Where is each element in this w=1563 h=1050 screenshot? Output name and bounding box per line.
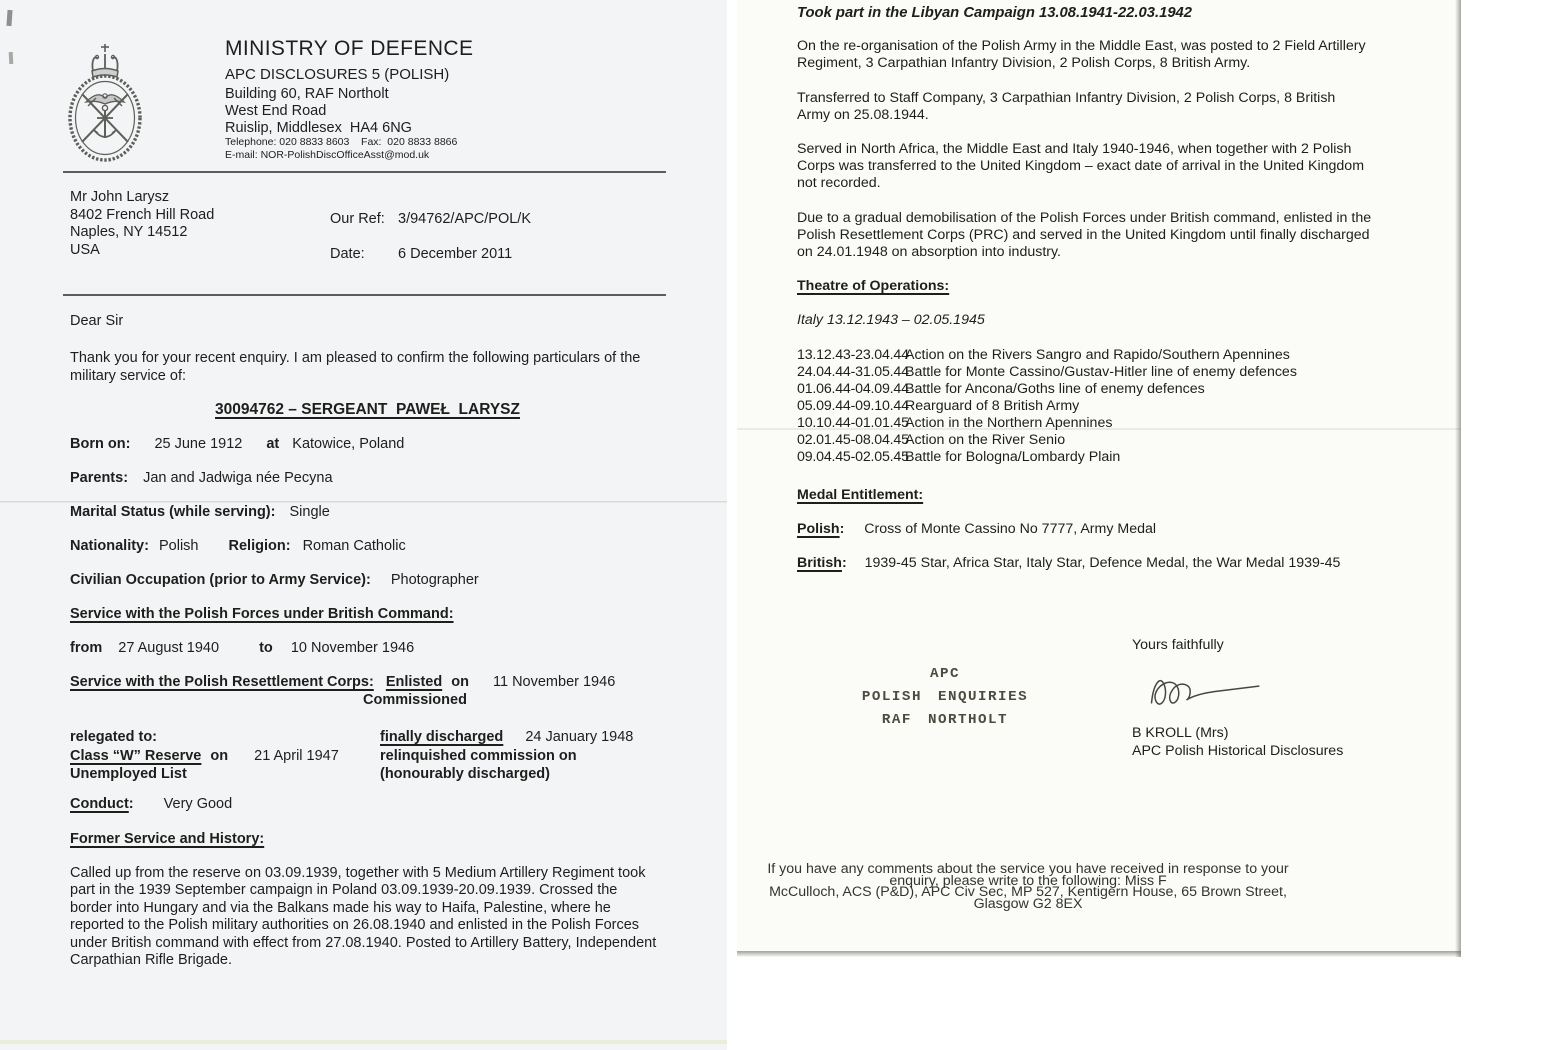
unemployed-list: Unemployed List: [70, 766, 187, 782]
from-label: from: [70, 640, 103, 656]
finally-discharged-label: finally discharged: [380, 729, 504, 745]
demobilisation-paragraph: Due to a gradual demobilisation of the Polish Forces under British command, enlisted in the Polish Resettlement Corps (PRC) and served in the United Kingdom until finally discharged on 24.01.1948 on absorption into industry.: [797, 210, 1372, 260]
nationality-label: Nationality:: [70, 538, 149, 554]
religion-value: Roman Catholic: [302, 538, 406, 554]
service-british-heading: Service with the Polish Forces under British Command:: [70, 606, 454, 622]
our-ref-value: 3/94762/APC/POL/K: [398, 211, 531, 227]
header-rule: [63, 171, 666, 173]
theatre-heading: Theatre of Operations:: [797, 278, 950, 294]
prc-heading: Service with the Polish Resettlement Corps:: [70, 674, 374, 690]
polish-medals: Cross of Monte Cassino No 7777, Army Medal: [864, 521, 1157, 537]
prc-on: on: [451, 674, 469, 690]
religion-label: Religion:: [228, 538, 291, 554]
operation-row: 09.04.45-02.05.45Battle for Bologna/Lombardy Plain: [797, 449, 1121, 465]
conduct-row: [70, 796, 232, 813]
former-service-heading: Former Service and History:: [70, 831, 265, 847]
our-ref-label: Our Ref:: [330, 211, 385, 227]
conduct-label: Conduct: [70, 796, 129, 812]
class-w-label: Class “W” Reserve: [70, 747, 202, 764]
born-at-label: at: [266, 436, 280, 452]
subject-line: 30094762 – SERGEANT PAWEŁ LARYSZ: [215, 401, 520, 418]
occupation-label: Civilian Occupation (prior to Army Service):: [70, 572, 371, 588]
service-dates-row: [70, 640, 414, 657]
born-row: [70, 436, 404, 453]
parents-label: Parents:: [70, 470, 129, 486]
staple-mark: [6, 10, 12, 26]
honourably-row: (honourably discharged): [380, 766, 550, 782]
served-paragraph: Served in North Africa, the Middle East and Italy 1940-1946, when together with 2 Polish Corps was transferred to the United Kingdom – exact date of arrival in the United Kingdom not recorded.: [797, 141, 1365, 191]
recipient-name: Mr John Larysz: [70, 189, 170, 205]
transferred-paragraph: Transferred to Staff Company, 3 Carpathian Infantry Division, 2 Polish Corps, 8 British Army on 25.08.1944.: [797, 90, 1336, 123]
operation-row: 05.09.44-09.10.44Rearguard of 8 British Army: [797, 398, 1080, 414]
signer-name: B KROLL (Mrs): [1132, 725, 1229, 741]
theatre-italy: Italy 13.12.1943 – 02.05.1945: [797, 312, 985, 328]
mod-address-line1: Building 60, RAF Northolt: [225, 86, 389, 102]
letter-page-2: [737, 0, 1461, 957]
marital-label: Marital Status (while serving):: [70, 504, 276, 520]
british-label: British: [797, 555, 842, 571]
signer-title: APC Polish Historical Disclosures: [1132, 743, 1344, 759]
nationality-value: Polish: [158, 538, 199, 554]
marital-row: [70, 504, 330, 521]
to-value: 10 November 1946: [290, 640, 415, 656]
operation-row: 13.12.43-23.04.44Action on the Rivers Sangro and Rapido/Southern Apennines: [797, 347, 1290, 363]
occupation-row: [70, 572, 479, 589]
nationality-row: [70, 538, 406, 555]
signature: [1144, 665, 1266, 717]
polish-colon: :: [839, 521, 845, 537]
salutation: Dear Sir: [70, 313, 124, 329]
prc-commissioned: Commissioned: [363, 692, 467, 708]
from-value: 27 August 1940: [118, 640, 220, 656]
intro-paragraph: Thank you for your recent enquiry. I am pleased to confirm the following particulars of the military service of:: [70, 350, 641, 384]
marital-value: Single: [289, 504, 330, 520]
operation-row: 24.04.44-31.05.44Battle for Monte Cassino/Gustav-Hitler line of enemy defences: [797, 364, 1297, 380]
date-label: Date:: [330, 246, 365, 262]
parents-value: Jan and Jadwiga née Pecyna: [143, 470, 333, 486]
libyan-campaign-heading: Took part in the Libyan Campaign 13.08.1941-22.03.1942: [797, 5, 1193, 21]
recipient-city: Naples, NY 14512: [70, 224, 188, 240]
page-bottom-shadow: [737, 951, 1461, 957]
mod-phone-fax: Telephone: 020 8833 8603 Fax: 020 8833 8866: [225, 136, 458, 148]
conduct-value: Very Good: [163, 796, 233, 812]
finally-discharged-date: 24 January 1948: [525, 729, 634, 745]
polish-medals-row: [797, 521, 1156, 538]
british-medals: 1939-45 Star, Africa Star, Italy Star, Defence Medal, the War Medal 1939-45: [864, 555, 1341, 571]
born-value: 25 June 1912: [154, 436, 243, 452]
reorganisation-paragraph: On the re-organisation of the Polish Army in the Middle East, was posted to 2 Field Artillery Regiment, 3 Carpathian Infantry Division, 2 Polish Corps, 8 British Army.: [797, 38, 1366, 71]
history-paragraph: Called up from the reserve on 03.09.1939, together with 5 Medium Artillery Regiment took part in the 1939 September campaign in Poland 03.09.1939-20.09.1939. Crossed the border into Hungary and via the Balkans made his way to Haifa, Palestine, where he reported to the Polish military authorities on 26.08.1940 and enlisted in the Polish Forces under British command with effect from 27.08.1940. Posted to Artillery Battery, Independent Carpathian Rifle Brigade.: [70, 865, 657, 969]
mod-title: MINISTRY OF DEFENCE: [225, 37, 474, 60]
british-colon: :: [841, 555, 847, 571]
closing: Yours faithfully: [1132, 637, 1224, 653]
polish-label: Polish: [797, 521, 840, 537]
prc-row: [70, 674, 615, 691]
apc-stamp: APC POLISH ENQUIRIES RAF NORTHOLT: [861, 666, 1029, 728]
british-medals-row: [797, 555, 1340, 572]
class-w-row: [70, 748, 339, 765]
born-label: Born on:: [70, 436, 131, 452]
recipient-country: USA: [70, 241, 100, 258]
page-right-edge: [1455, 0, 1461, 957]
address-rule: [63, 294, 666, 296]
relinquished-row: relinquished commission on: [380, 747, 577, 764]
prc-date: 11 November 1946: [493, 674, 616, 690]
page-bottom-strip: [0, 1040, 727, 1044]
mod-email: E-mail: NOR-PolishDiscOfficeAsst@mod.uk: [225, 149, 430, 161]
prc-enlisted: Enlisted: [385, 674, 443, 690]
operation-row: 01.06.44-04.09.44Battle for Ancona/Goths line of enemy defences: [797, 381, 1205, 397]
mod-crest-icon: [64, 42, 146, 164]
date-value: 6 December 2011: [398, 246, 513, 262]
operations-table: [797, 347, 1297, 466]
operation-row: 02.01.45-08.04.45Action on the River Senio: [797, 432, 1066, 448]
letter-page-1: [0, 0, 727, 1050]
to-label: to: [259, 640, 273, 656]
staple-mark: [9, 52, 14, 64]
recipient-street: 8402 French Hill Road: [70, 206, 215, 223]
class-w-date: 21 April 1947: [254, 747, 339, 764]
operation-row: 10.10.44-01.01.45Action in the Northern Apennines: [797, 415, 1113, 431]
born-place: Katowice, Poland: [292, 436, 405, 452]
mod-dept: APC DISCLOSURES 5 (POLISH): [225, 66, 450, 83]
relegated-label: relegated to:: [70, 729, 158, 745]
conduct-colon: :: [128, 796, 134, 812]
mod-address-line2: West End Road: [225, 103, 327, 119]
finally-discharged-row: [380, 729, 633, 746]
footer-note: If you have any comments about the service you have received in response to your enquiry, please write to the following: Miss F McCulloch, ACS (P&D), APC Civ Sec, MP 527, Kentigern House, 65 Brown Street, Glasgow G2 8EX: [767, 861, 1289, 912]
mod-address-line3: Ruislip, Middlesex HA4 6NG: [225, 120, 412, 136]
class-w-on: on: [210, 747, 229, 764]
medal-heading: Medal Entitlement:: [797, 487, 924, 503]
occupation-value: Photographer: [390, 572, 479, 588]
parents-row: [70, 470, 333, 487]
